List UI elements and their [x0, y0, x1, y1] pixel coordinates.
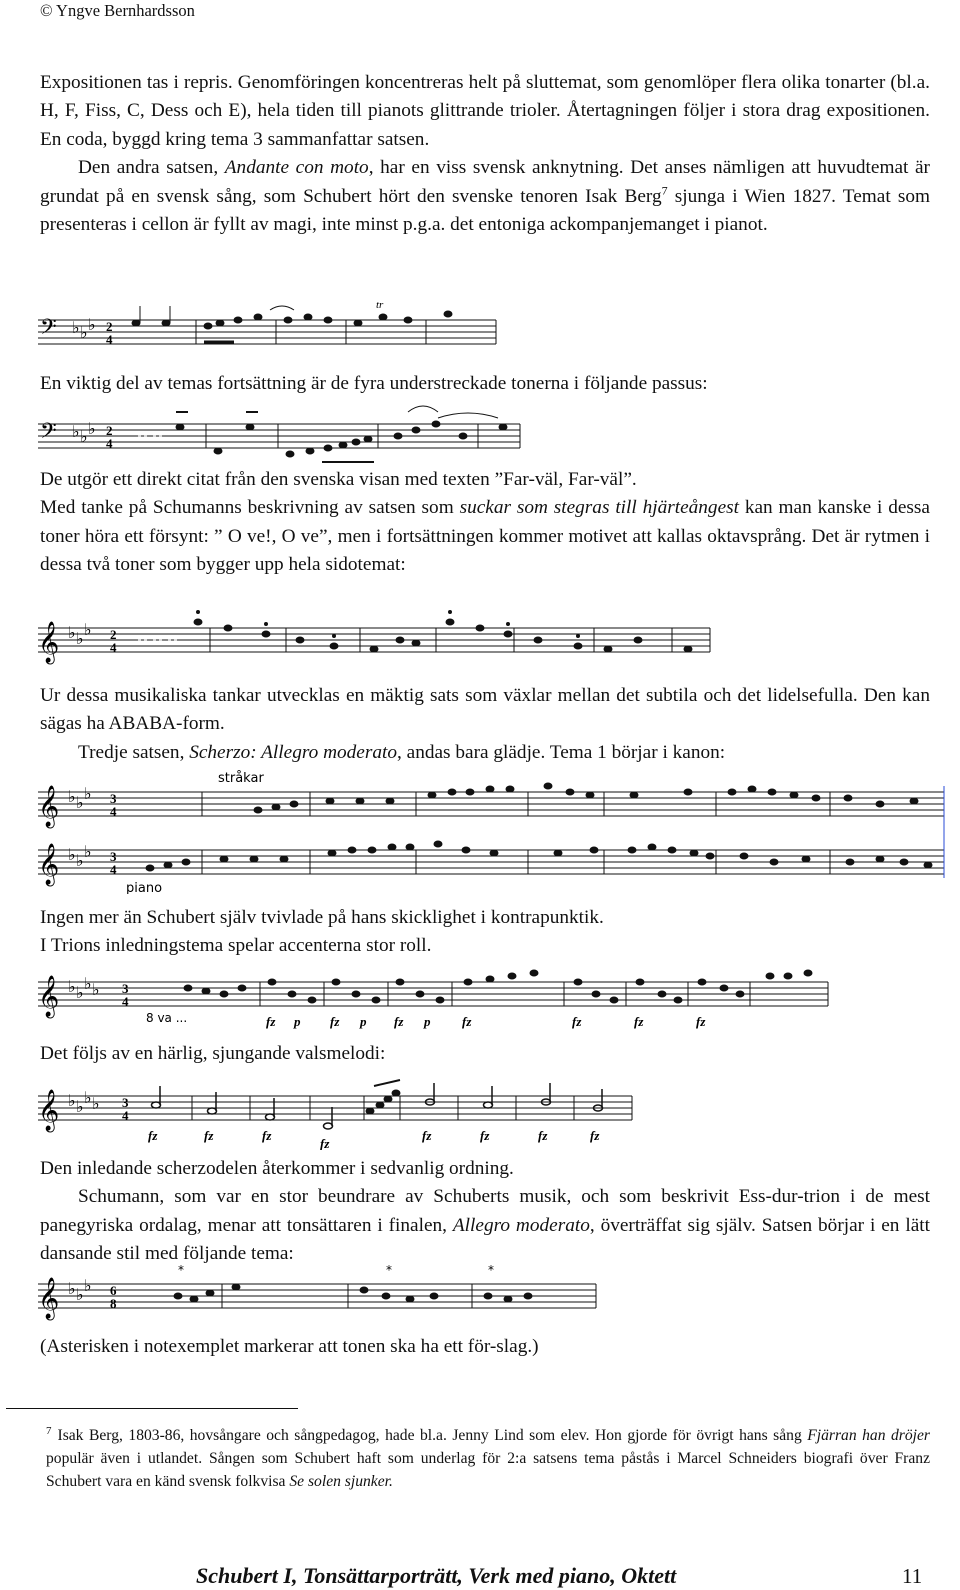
svg-text:♭: ♭	[68, 625, 76, 642]
footnote-mark: 7	[46, 1424, 52, 1437]
svg-text:♭: ♭	[80, 429, 88, 446]
svg-text:fz: fz	[320, 1136, 330, 1150]
svg-text:𝄞: 𝄞	[38, 1278, 60, 1319]
svg-text:fz: fz	[148, 1128, 158, 1143]
svg-text:♭: ♭	[80, 325, 88, 342]
svg-text:fz: fz	[204, 1128, 214, 1143]
svg-text:♭: ♭	[84, 622, 92, 639]
paragraph-schumann-description: Med tanke på Schumanns beskrivning av satsen som suckar som stegras till hjärteångest kan man kanske i dessa toner höra ett försynt: ” O ve!, O ve”, men i fortsättningen kommer motivet att kallas oktavsprång. Det är rytmen i dessa två toner som bygger upp hela sidotemat:	[40, 497, 930, 576]
svg-text:♭: ♭	[84, 1278, 92, 1295]
svg-text:tr: tr	[376, 299, 384, 311]
svg-text:4: 4	[122, 1108, 129, 1123]
svg-text:3: 3	[110, 791, 117, 806]
svg-text:𝄞: 𝄞	[38, 976, 60, 1017]
svg-text:♭: ♭	[72, 320, 80, 337]
paragraph-scherzo-return: Den inledande scherzodelen återkommer i sedvanlig ordning.	[40, 1158, 514, 1179]
svg-text:fz: fz	[480, 1128, 490, 1143]
svg-text:fz: fz	[538, 1128, 548, 1143]
svg-text:♭: ♭	[76, 1287, 84, 1304]
text-block-citation	[40, 466, 930, 580]
svg-text:𝄞: 𝄞	[38, 844, 60, 885]
svg-text:*: *	[488, 1263, 494, 1277]
svg-text:♭: ♭	[68, 1093, 76, 1110]
svg-text:fz: fz	[330, 1014, 340, 1029]
svg-text:𝄢: 𝄢	[40, 315, 57, 345]
label-strakar: stråkar	[218, 771, 264, 786]
music-example-canon	[38, 766, 950, 894]
svg-text:♭: ♭	[92, 1096, 100, 1113]
footnote-ref: 7	[661, 183, 668, 198]
footnote-divider	[6, 1408, 298, 1409]
svg-text:p: p	[424, 1014, 431, 1029]
svg-text:♭: ♭	[84, 1090, 92, 1107]
music-example-side-theme	[38, 608, 718, 670]
svg-text:𝄞: 𝄞	[38, 786, 60, 827]
svg-text:fz: fz	[262, 1128, 272, 1143]
svg-text:p: p	[360, 1014, 367, 1029]
label-piano: piano	[126, 881, 163, 894]
svg-text:♭: ♭	[76, 1099, 84, 1116]
music-example-farvaal-motif	[38, 398, 528, 466]
paragraph-asterisk-note: (Asterisken i notexemplet markerar att tonen ska ha ett för-slag.)	[40, 1336, 539, 1357]
svg-text:4: 4	[110, 640, 117, 655]
svg-text:4: 4	[110, 862, 117, 877]
paragraph-aba-form: Ur dessa musikaliska tankar utvecklas en mäktig sats som växlar mellan det subtila och det lidelsefulla. Den kan sägas ha ABABA-form.	[40, 685, 930, 735]
text-block-continuation	[40, 370, 930, 398]
svg-text:♭: ♭	[84, 786, 92, 803]
paragraph-scherzo: Tredje satsen, Scherzo: Allegro moderato, andas bara glädje. Tema 1 börjar i kanon:	[78, 741, 726, 763]
svg-text:𝄞: 𝄞	[38, 1090, 60, 1131]
svg-text:♭: ♭	[84, 844, 92, 861]
footer-title: Schubert I, Tonsättarporträtt, Verk med piano, Oktett	[196, 1563, 677, 1588]
svg-text:fz: fz	[590, 1128, 600, 1143]
svg-text:♭: ♭	[84, 976, 92, 993]
svg-text:2: 2	[106, 423, 113, 438]
paragraph-finale: Schumann, som var en stor beundrare av Schuberts musik, och som beskrivit Ess-dur-trion i de mest panegyriska ordalag, menar att tonsättaren i finalen, Allegro moderato, överträffat sig själv. Satsen börjar i en lätt dansande stil med följande tema:	[40, 1186, 930, 1265]
music-example-cello-theme	[38, 298, 508, 358]
svg-text:fz: fz	[634, 1014, 644, 1029]
svg-text:♭: ♭	[88, 317, 96, 334]
paragraph-waltz: Det följs av en härlig, sjungande valsmelodi:	[40, 1043, 386, 1064]
svg-text:♭: ♭	[76, 795, 84, 812]
svg-text:♭: ♭	[76, 853, 84, 870]
music-example-trio-theme	[38, 962, 838, 1034]
svg-text:8: 8	[110, 1296, 117, 1311]
svg-text:4: 4	[122, 994, 129, 1009]
text-block-asterisk-note	[40, 1333, 930, 1361]
svg-text:♭: ♭	[76, 985, 84, 1002]
footnote	[46, 1424, 930, 1494]
label-8va: 8 va ...	[146, 1011, 188, 1025]
text-block-finale	[40, 1155, 930, 1269]
svg-text:♭: ♭	[68, 847, 76, 864]
svg-text:fz: fz	[696, 1014, 706, 1029]
text-block-aba	[40, 682, 930, 767]
footnote-text: $^7$ Isak Berg, 1803-86, hovsångare och sångpedagog, hade bl.a. Jenny Lind som elev. Hon gjorde för övrigt hans sång Fjärran han dröjer populär även i utlandet. Sången som Schubert haft som underlag för 2:a satsens tema påstås i Marcel Schneiders biografi över Franz Schubert vara en känd svensk folkvisa Se solen sjunker.	[46, 1424, 930, 1491]
copyright-header: © Yngve Bernhardsson	[40, 1, 195, 20]
svg-text:3: 3	[110, 849, 117, 864]
music-example-finale-theme	[38, 1262, 638, 1324]
paragraph-counterpoint: Ingen mer än Schubert själv tvivlade på hans skicklighet i kontrapunktik.	[40, 907, 604, 928]
paragraph-citation: De utgör ett direkt citat från den svenska visan med texten ”Far-väl, Far-väl”.	[40, 469, 637, 490]
svg-text:3: 3	[122, 981, 129, 996]
svg-text:fz: fz	[422, 1128, 432, 1143]
svg-text:6: 6	[110, 1283, 117, 1298]
svg-text:♭: ♭	[68, 789, 76, 806]
svg-text:2: 2	[106, 319, 113, 334]
paragraph-exposition: Expositionen tas i repris. Genomföringen koncentreras helt på sluttemat, som genomlöper flera olika tonarter (bl.a. H, F, Fiss, C, Dess och E), hela tiden till pianots glittrande trioler. Återtagningen följer i stora drag expositionen. En coda, byggd kring tema 3 sammanfattar satsen.	[40, 72, 930, 150]
svg-text:4: 4	[106, 436, 113, 451]
svg-text:𝄞: 𝄞	[38, 622, 60, 663]
svg-text:fz: fz	[266, 1014, 276, 1029]
svg-text:fz: fz	[394, 1014, 404, 1029]
text-block-waltz	[40, 1040, 930, 1068]
svg-text:p: p	[294, 1014, 301, 1029]
svg-text:4: 4	[110, 804, 117, 819]
svg-text:4: 4	[106, 332, 113, 347]
svg-text:♭: ♭	[88, 421, 96, 438]
paragraph-continuation: En viktig del av temas fortsättning är de fyra understreckade tonerna i följande passus:	[40, 373, 708, 394]
svg-text:*: *	[386, 1263, 392, 1277]
svg-text:*: *	[178, 1263, 184, 1277]
paragraph-andante: Den andra satsen, Andante con moto, har en viss svensk anknytning. Det anses nämligen att huvudtemat är grundat på en svensk sång, som Schubert hört den svenske tenoren Isak Berg$^7$ sjunga i Wien 1827. Temat som presenteras i cellon är fyllt av magi, inte minst p.g.a. det entoniga ackompanjemanget i pianot.	[40, 157, 930, 236]
paragraph-trio-accents: I Trions inledningstema spelar accenterna stor roll.	[40, 935, 432, 957]
svg-text:fz: fz	[572, 1014, 582, 1029]
text-block-trio	[40, 904, 930, 961]
svg-text:♭: ♭	[92, 982, 100, 999]
svg-text:♭: ♭	[68, 1281, 76, 1298]
text-block-exposition	[40, 69, 930, 239]
svg-text:♭: ♭	[72, 424, 80, 441]
svg-text:♭: ♭	[76, 631, 84, 648]
svg-text:fz: fz	[462, 1014, 472, 1029]
svg-text:2: 2	[110, 627, 117, 642]
svg-text:♭: ♭	[68, 979, 76, 996]
svg-text:3: 3	[122, 1095, 129, 1110]
music-example-waltz	[38, 1074, 638, 1150]
svg-text:𝄢: 𝄢	[40, 419, 57, 449]
page-number: 11	[902, 1564, 923, 1588]
